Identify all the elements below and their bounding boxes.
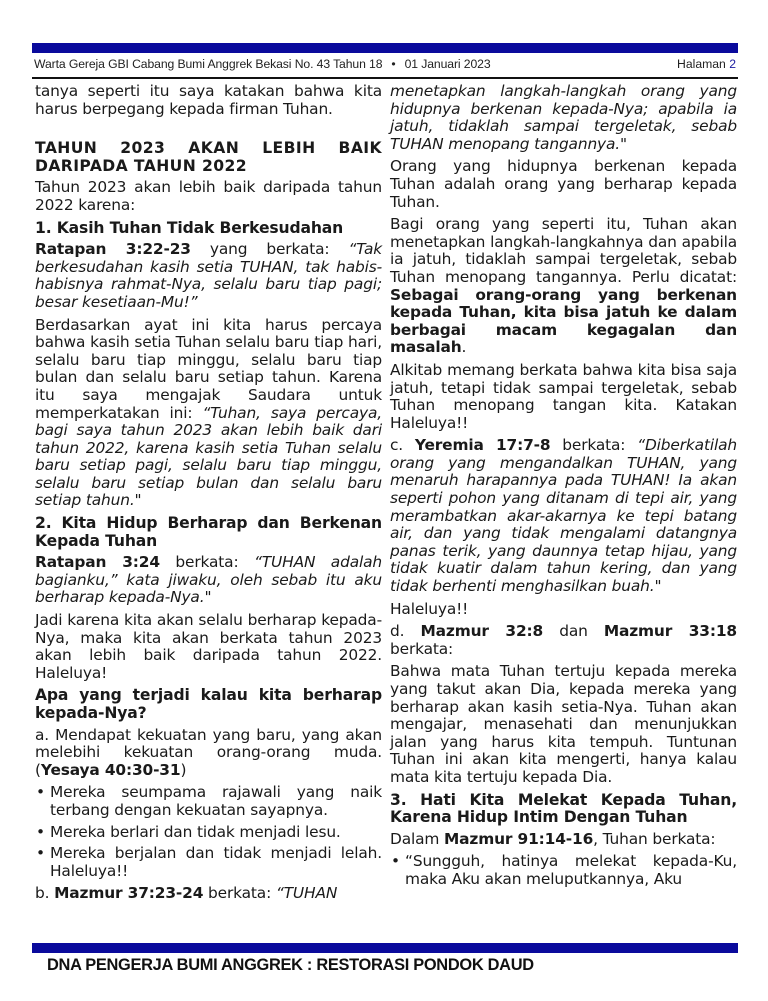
point1-body [35,317,382,511]
item-d-conjunction: dan [543,622,604,641]
item-b-quote-continued [390,83,737,153]
bullet-item: • Mereka berlari dan tidak menjadi lesu. [35,824,382,842]
item-b-verb: berkata: [203,884,276,903]
point2-quote: “TUHAN adalah bagianku,” kata jiwaku, oleh sebab itu aku berharap kepada-Nya." [35,553,382,607]
point1-heading: 1. Kasih Tuhan Tidak Berkesudahan [35,218,344,237]
paragraph-3: Alkitab memang berkata bahwa kita bisa saja jatuh, tetapi tidak sampai tergeletak, sebab Tuhan menopang tangan kita. Katakan Haleluya!! [390,360,737,432]
item-a-close: ) [180,760,187,779]
point2-heading: 2. Kita Hidup Berharap dan Berkenan Kepada Tuhan [35,514,382,550]
item-d-reference-1: Mazmur 32:8 [420,622,544,641]
bullet-item: • Mereka seumpama rajawali yang naik terbang dengan kekuatan sayapnya. [35,784,382,819]
intro-paragraph: tanya seperti itu saya katakan bahwa kita harus berpegang kepada firman Tuhan. [35,82,382,118]
left-column [35,83,382,908]
point1-verb: yang berkata: [190,240,349,259]
item-d-verb: berkata: [390,639,454,658]
header-top-bar [32,43,738,53]
page-indicator [677,57,736,71]
section-title: TAHUN 2023 AKAN LEBIH BAIK DARIPADA TAHUN 2022 [35,139,382,175]
point3-intro [390,831,737,849]
item-d-reference-2: Mazmur 33:18 [603,622,737,641]
point1-declaration: “Tuhan, saya percaya, bagi saya tahun 2023 akan lebih baik dari tahun 2022, karena kasih setia Tuhan selalu baru setiap pagi, selalu baru tiap minggu, selalu baru setiap bulan dan selalu baru setiap tahun." [35,403,382,510]
item-c-prefix: c. [390,436,415,455]
item-b-quote-start: “TUHAN [275,884,338,903]
page-header [34,56,736,74]
header-separator-dot: • [391,57,396,71]
item-c-quote: “Diberkatilah orang yang mengandalkan TUHAN, yang menaruh harapannya pada TUHAN! Ia akan seperti pohon yang ditanam di tepi air, yang merambatkan akar-akarnya ke tepi batang air, dan yang tidak mengalami datangnya panas terik, yang daunnya tetap hijau, yang tidak kuatir dalam tahun kering, dan yang tidak berhenti menghasilkan buah." [390,436,737,596]
paragraph-2 [390,216,737,357]
point2-reference: Ratapan 3:24 [35,553,160,572]
paragraph-2-end: . [461,338,467,357]
publication-title: Warta Gereja GBI Cabang Bumi Anggrek Bekasi No. 43 Tahun 18 [34,57,383,71]
item-a-text: a. Mendapat kekuatan yang baru, yang akan melebihi kekuatan orang-orang muda. ( [35,725,382,779]
paragraph-2-emphasis: Sebagai orang-orang yang berkenan kepada Tuhan, kita bisa jatuh ke dalam berbagai macam kegagalan dan masalah [390,285,737,357]
item-b-reference: Mazmur 37:23-24 [54,884,204,903]
bullet-item: • “Sungguh, hatinya melekat kepada-Ku, maka Aku akan meluputkannya, Aku [390,853,737,888]
right-column [390,83,737,894]
section-intro: Tahun 2023 akan lebih baik daripada tahun 2022 karena: [35,178,382,214]
point1-verse [35,241,382,311]
haleluya-line: Haleluya!! [390,599,469,618]
item-b-quote-text: menetapkan langkah-langkah orang yang hidupnya berkenan kepada-Nya; apabila ia jatuh, tidaklah sampai tergeletak, sebab TUHAN menopang tangannya." [390,82,737,153]
paragraph-1: Orang yang hidupnya berkenan kepada Tuhan adalah orang yang berharap kepada Tuhan. [390,157,737,211]
item-b-prefix: b. [35,884,55,903]
page-label: Halaman [677,57,726,71]
header-publication-info [34,57,491,71]
point1-reference: Ratapan 3:22-23 [35,240,191,259]
item-a-reference: Yesaya 40:30-31 [40,760,181,779]
footer-bar [32,943,738,953]
point1-body-text: Berdasarkan ayat ini kita harus percaya bahwa kasih setia Tuhan selalu baru tiap hari, selalu baru tiap minggu, selalu baru tiap bulan dan selalu baru setiap tahun. Karena itu saya mengajak Saudara untuk memperkatakan ini: [35,315,382,422]
point3-bullet-list [390,853,737,888]
point1-quote: “Tak berkesudahan kasih setia TUHAN, tak habis-habisnya rahmat-Nya, selalu baru tiap pagi; besar kesetiaan-Mu!” [35,240,382,311]
publication-date: 01 Januari 2023 [404,57,491,71]
item-a-bullet-list [35,784,382,880]
point3-reference: Mazmur 91:14-16 [443,829,594,848]
point2-verse [35,554,382,607]
bullet-item: • Mereka berjalan dan tidak menjadi lelah. Haleluya!! [35,845,382,880]
point3-intro-pre: Dalam [390,829,444,848]
header-rule [32,77,738,79]
footer-slogan: DNA PENGERJA BUMI ANGGREK : RESTORASI PONDOK DAUD [47,956,534,974]
point3-heading: 3. Hati Kita Melekat Kepada Tuhan, Karena Hidup Intim Dengan Tuhan [390,790,737,827]
point3-intro-post: , Tuhan berkata: [593,829,716,848]
question-heading: Apa yang terjadi kalau kita berharap kepada-Nya? [35,686,382,722]
page-number: 2 [729,57,736,71]
item-a [35,727,382,780]
item-c-verb: berkata: [550,436,638,455]
point2-body: Jadi karena kita akan selalu berharap kepada-Nya, maka kita akan berkata tahun 2023 akan lebih baik daripada tahun 2022. Haleluya! [35,611,382,682]
paragraph-2-text: Bagi orang yang seperti itu, Tuhan akan menetapkan langkah-langkahnya dan apabila ia jatuh, tidaklah sampai tergeletak, sebab Tuhan menopang tangannya. Perlu dicatat: [390,215,737,286]
item-b [35,885,382,903]
item-c-reference: Yeremia 17:7-8 [414,436,551,455]
item-c [390,437,737,595]
point2-verb: berkata: [159,553,254,572]
item-d-prefix: d. [390,622,421,641]
item-d [390,623,737,658]
paragraph-4: Bahwa mata Tuhan tertuju kepada mereka yang takut akan Dia, kepada mereka yang berharap akan kasih setia-Nya. Tuhan akan mengajar, menasehati dan menunjukkan jalan yang harus kita tempuh. Tuntunan Tuhan ini akan kita mengerti, hanya kalau mata kita tertuju kepada Dia. [390,662,737,786]
